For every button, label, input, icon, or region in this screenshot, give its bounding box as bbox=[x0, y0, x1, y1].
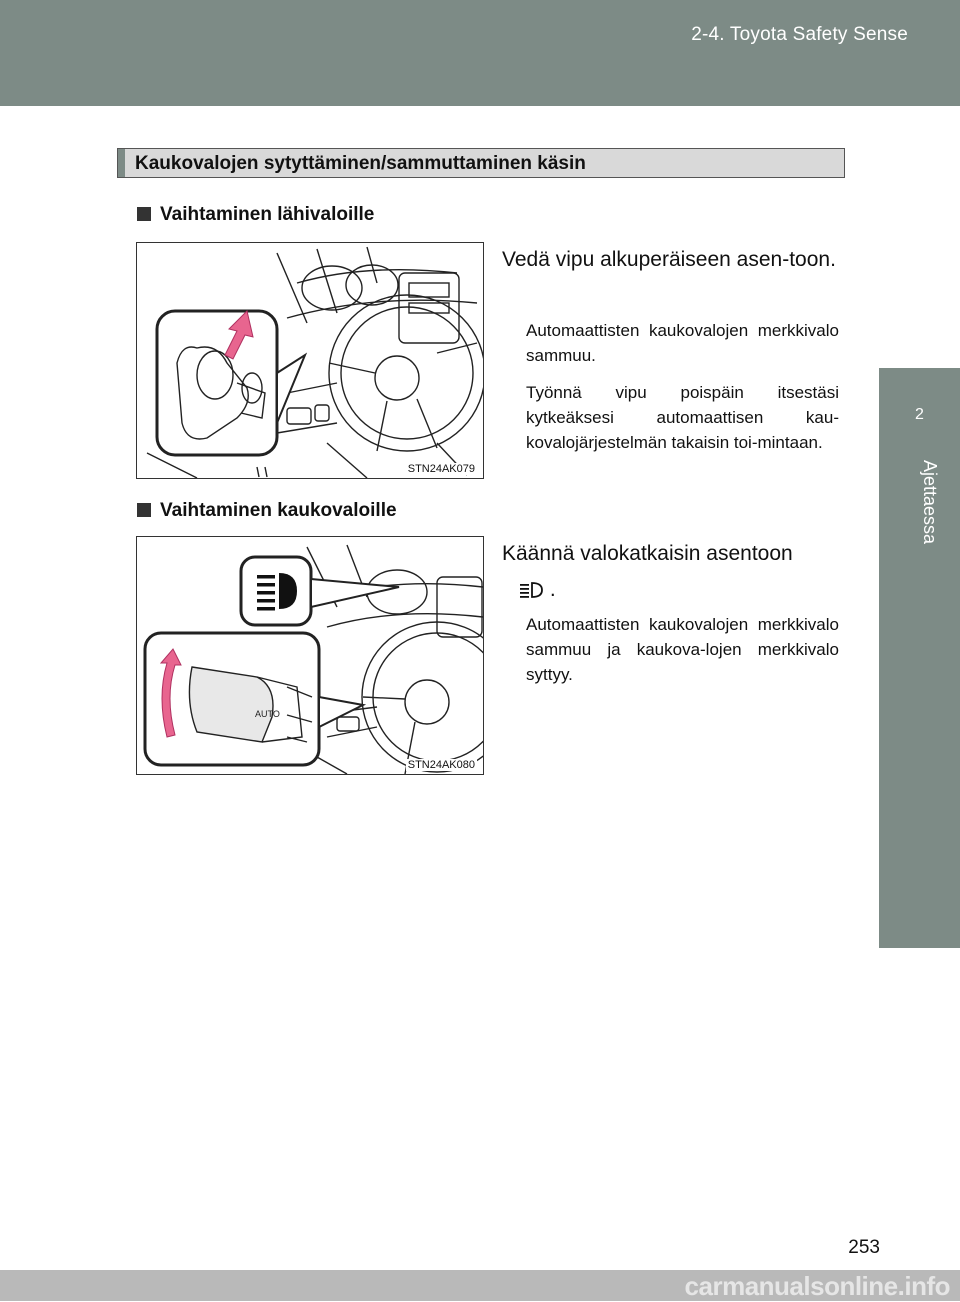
chapter-number: 2 bbox=[915, 406, 924, 423]
page-number: 253 bbox=[848, 1237, 880, 1258]
chapter-label: Ajettaessa bbox=[920, 460, 940, 545]
figure-high-beam bbox=[136, 536, 484, 775]
note-text: Työnnä vipu poispäin itsestäsi kytkeäksesi automaattisen kau-kovalojärjestelmän takaisin toi-mintaan. bbox=[526, 383, 839, 452]
bullet-square-icon bbox=[137, 503, 151, 517]
note-text: Automaattisten kaukovalojen merkkivalo sammuu ja kaukova-lojen merkkivalo syttyy. bbox=[526, 615, 839, 684]
figure-code: STN24AK080 bbox=[407, 759, 475, 771]
subheading-low-beam: Vaihtaminen lähivaloille bbox=[137, 204, 374, 226]
section-title: Kaukovalojen sytyttäminen/sammuttaminen käsin bbox=[135, 153, 586, 174]
footer-watermark-bar bbox=[0, 1270, 960, 1301]
chapter-side-tab bbox=[879, 368, 960, 948]
note-text: Automaattisten kaukovalojen merkkivalo sammuu. bbox=[526, 321, 839, 365]
figure-code: STN24AK079 bbox=[407, 463, 475, 475]
chapter-title: 2-4. Toyota Safety Sense bbox=[691, 24, 908, 45]
steering-lever-illustration bbox=[137, 243, 483, 478]
watermark-text: carmanualsonline.info bbox=[684, 1271, 950, 1301]
instruction-text: Käännä valokatkaisin asentoon . bbox=[502, 542, 793, 601]
svg-text:AUTO: AUTO bbox=[255, 709, 280, 719]
subheading-high-beam: Vaihtaminen kaukovaloille bbox=[137, 500, 397, 522]
bullet-square-icon bbox=[137, 207, 151, 221]
section-title-bar bbox=[117, 148, 845, 178]
high-beam-icon bbox=[518, 581, 544, 599]
figure-low-beam bbox=[136, 242, 484, 479]
light-switch-illustration bbox=[137, 537, 483, 774]
page-header bbox=[0, 0, 960, 106]
instruction-text: Vedä vipu alkuperäiseen asen-toon. bbox=[502, 248, 836, 271]
